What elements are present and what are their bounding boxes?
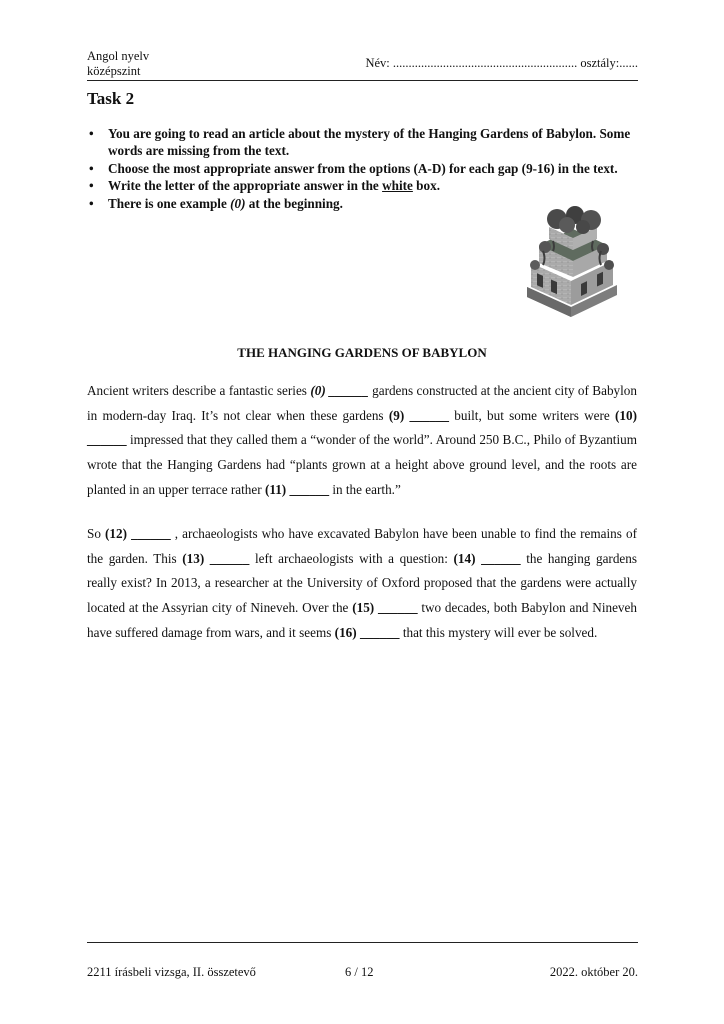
- instruction-text: There is one example: [108, 195, 231, 211]
- gap-14: (14) ______: [453, 550, 521, 566]
- instruction-item: [87, 195, 508, 212]
- gap-10: (10) ______: [87, 407, 637, 448]
- header-divider: [87, 80, 638, 81]
- bullet-icon: •: [89, 195, 94, 211]
- article-text: , archaeologists who have excavated Babylon have been unable to find the remains of the garden. This: [87, 526, 637, 566]
- instructions-list: [87, 125, 639, 212]
- gap-9: (9) ______: [388, 407, 450, 423]
- article-text: gardens constructed at the ancient city of Babylon in modern-day Iraq. It’s not clear when these gardens: [87, 383, 637, 423]
- instruction-text: box.: [412, 178, 440, 194]
- article-title: THE HANGING GARDENS OF BABYLON: [237, 345, 487, 360]
- gap-11: (11) ______: [264, 481, 330, 497]
- article-paragraph-2: [87, 522, 637, 646]
- article-text: the hanging gardens really exist? In 2013, a researcher at the University of Oxford proposed that the gardens were actually located at the Assyrian city of Nineveh. Over the: [87, 550, 637, 616]
- article-text: Ancient writers describe a fantastic series: [87, 383, 311, 398]
- subject-label: [87, 49, 149, 79]
- article-paragraph-1: [87, 379, 637, 503]
- instruction-item: [87, 160, 639, 177]
- bullet-icon: •: [89, 126, 94, 141]
- instruction-text: Choose the most appropriate answer from the options (A-D) for each gap (9-16) in the text.: [108, 160, 618, 176]
- gap-13: (13) ______: [182, 550, 250, 566]
- name-class-field: Név: ........................................................... osztály:......: [365, 56, 638, 70]
- instruction-text: Write the letter of the appropriate answer in the: [108, 178, 383, 194]
- instruction-text: You are going to read an article about the mystery of the Hanging Gardens of Babylon. Some words are missing from the text.: [108, 126, 631, 159]
- gap-16: (16) ______: [334, 624, 400, 640]
- instruction-text: at the beginning.: [245, 195, 343, 211]
- article-text: left archaeologists with a question:: [249, 550, 454, 566]
- article-text: in the earth.”: [329, 481, 401, 497]
- bullet-icon: •: [89, 178, 94, 194]
- footer-exam-code: 2211 írásbeli vizsga, II. összetevő: [87, 965, 256, 979]
- page-number: 6 / 12: [345, 965, 374, 979]
- footer-date: 2022. október 20.: [549, 965, 638, 979]
- subject-line-1: Angol nyelv: [87, 49, 150, 63]
- bullet-icon: •: [89, 160, 94, 176]
- instruction-item: [87, 125, 639, 160]
- instruction-underlined-word: white: [382, 178, 413, 194]
- instruction-item: [87, 177, 508, 194]
- article-text: So: [87, 526, 106, 541]
- article-text: that this mystery will ever be solved.: [399, 624, 598, 640]
- task-title: Task 2: [87, 89, 135, 108]
- article-text: two decades, both Babylon and Nineveh have suffered damage from wars, and it seems: [87, 600, 637, 640]
- gap-0-example: (0) ______: [310, 383, 369, 398]
- gap-15: (15) ______: [352, 600, 418, 616]
- article-text: built, but some writers were: [449, 407, 615, 423]
- subject-line-2: középszint: [87, 64, 141, 78]
- footer-divider: [87, 942, 638, 943]
- article-text: impressed that they called them a “wonder of the world”. Around 250 B.C., Philo of Byzantium wrote that the Hanging Gardens had “plants grown at a height above ground level, and the roots are planted in an upper terrace rather: [87, 432, 637, 497]
- instruction-example-number: (0): [230, 195, 246, 211]
- gap-12: (12) ______: [105, 526, 171, 541]
- hanging-gardens-illustration-icon: [523, 205, 620, 325]
